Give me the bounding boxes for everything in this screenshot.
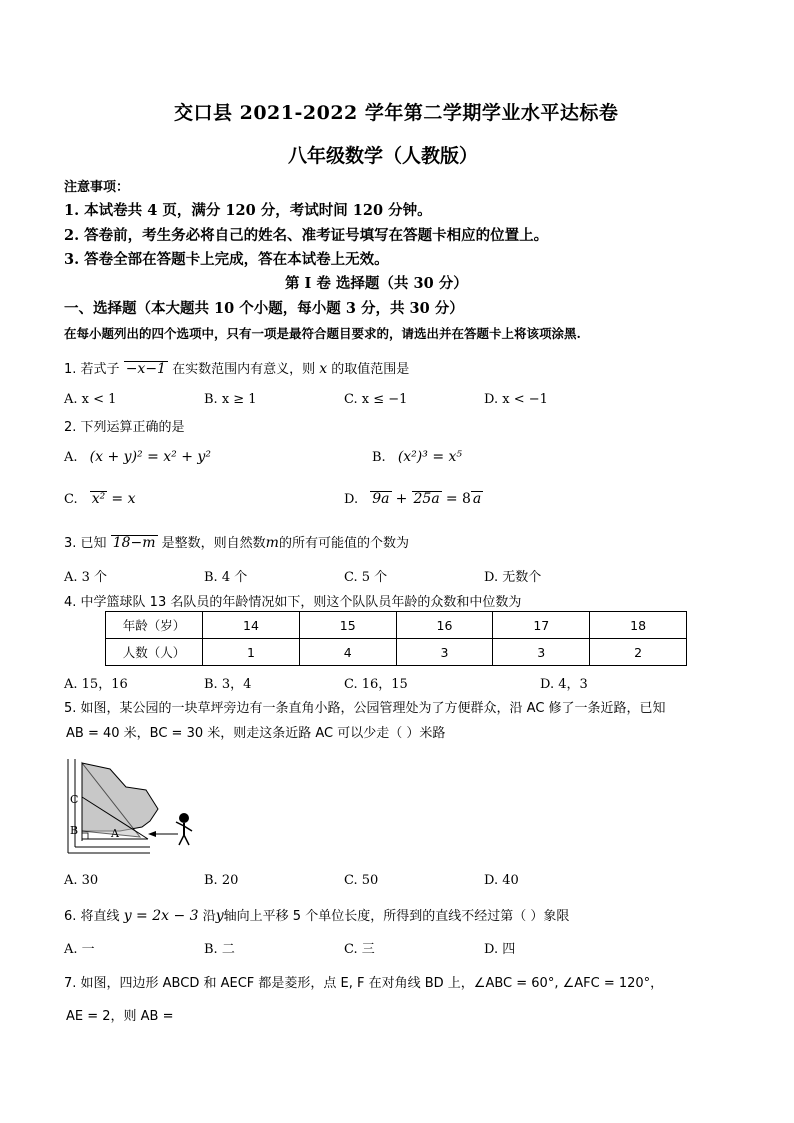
q4-option-c: C. 16，15 <box>344 677 408 692</box>
q1-option-b: B. x ≥ 1 <box>204 392 257 407</box>
table-cell: 2 <box>590 639 687 666</box>
question-6-stem <box>64 905 569 924</box>
table-cell: 人数（人） <box>106 639 203 666</box>
q2-c-label: C. <box>64 492 78 507</box>
q3-option-a: A. 3 个 <box>64 570 108 585</box>
q2-b-label: B. <box>372 450 386 465</box>
table-cell: 4 <box>299 639 396 666</box>
q5-option-d: D. 40 <box>484 873 519 888</box>
table-row <box>106 639 687 666</box>
table-cell: 16 <box>396 612 493 639</box>
q5-option-a: A. 30 <box>64 873 99 888</box>
q2-d-radicand-1: 9a <box>372 491 390 507</box>
q3-text-post2: 的所有可能值的个数为 <box>278 536 409 551</box>
q1-option-c: C. x ≤ −1 <box>344 392 408 407</box>
table-cell: 1 <box>203 639 300 666</box>
q1-var: x <box>319 361 328 377</box>
q3-radical <box>111 535 158 551</box>
q6-text-post: 轴向上平移 5 个单位长度，所得到的直线不经过第（ ）象限 <box>223 909 570 924</box>
section-instruction: 在每小题列出的四个选项中，只有一项是最符合题目要求的，请选出并在答题卡上将该项涂黑. <box>64 326 581 341</box>
table-cell: 15 <box>299 612 396 639</box>
q2-d-radicand-2: 25a <box>413 491 440 507</box>
question-5-line-1: 5. 如图，某公园的一块草坪旁边有一条直角小路，公园管理处为了方便群众，沿 AC 修了一条近路，已知 <box>64 701 666 716</box>
q2-d-plus: + <box>395 491 408 507</box>
table-cell: 14 <box>203 612 300 639</box>
question-7-line-2: AE = 2，则 AB = <box>66 1009 174 1024</box>
question-1-stem <box>64 358 409 377</box>
q3-text-pre: 3. 已知 <box>64 536 107 551</box>
q2-a-expr: (x + y)² = x² + y² <box>89 449 211 465</box>
q6-option-b: B. 二 <box>204 942 235 957</box>
q5-option-b: B. 20 <box>204 873 239 888</box>
q2-option-a <box>64 449 211 465</box>
q3-option-c: C. 5 个 <box>344 570 388 585</box>
q2-c-radicand: x² <box>91 491 106 507</box>
q2-d-radical-3 <box>471 491 483 507</box>
question-2-stem: 2. 下列运算正确的是 <box>64 420 185 435</box>
question-7-line-1: 7. 如图，四边形 ABCD 和 AECF 都是菱形，点 E, F 在对角线 BD 上，∠ABC = 60°, ∠AFC = 120°， <box>64 976 664 991</box>
age-table <box>105 611 687 666</box>
q1-radical <box>124 361 168 377</box>
q3-radicand: 18−m <box>112 535 156 551</box>
exam-title: 交口县 2021-2022 学年第二学期学业水平达标卷 <box>174 102 619 124</box>
q1-option-d: D. x < −1 <box>484 392 548 407</box>
q6-equation: y = 2x − 3 <box>123 908 199 924</box>
q5-option-c: C. 50 <box>344 873 379 888</box>
note-item: 1. 本试卷共 4 页，满分 120 分，考试时间 120 分钟。 <box>64 202 432 219</box>
q2-d-eq: = 8 <box>445 491 471 507</box>
table-cell: 年龄（岁） <box>106 612 203 639</box>
q1-text-post: 的取值范围是 <box>331 362 410 377</box>
q6-option-c: C. 三 <box>344 942 375 957</box>
q4-option-a: A. 15，16 <box>64 677 128 692</box>
park-path-figure <box>60 755 210 855</box>
table-cell: 17 <box>493 612 590 639</box>
notes-heading: 注意事项： <box>64 180 130 195</box>
q2-b-expr: (x²)³ = x⁵ <box>397 449 463 465</box>
q6-option-d: D. 四 <box>484 942 516 957</box>
question-4-stem: 4. 中学篮球队 13 名队员的年龄情况如下，则这个队队员年龄的众数和中位数为 <box>64 595 522 610</box>
q3-option-d: D. 无数个 <box>484 570 542 585</box>
figure-label-b: B <box>70 824 79 837</box>
question-5-line-2: AB = 40 米，BC = 30 米，则走这条近路 AC 可以少走（ ）米路 <box>66 726 446 741</box>
exam-subtitle: 八年级数学（人教版） <box>288 145 479 167</box>
note-item: 3. 答卷全部在答题卡上完成，答在本试卷上无效。 <box>64 251 389 268</box>
q3-var: m <box>265 535 279 551</box>
q6-text-mid: 沿 <box>202 909 216 924</box>
q2-option-d <box>344 491 483 507</box>
q6-option-a: A. 一 <box>64 942 95 957</box>
q6-text-pre: 6. 将直线 <box>64 909 120 924</box>
figure-label-a: A <box>111 827 119 840</box>
q1-option-a: A. x < 1 <box>64 392 117 407</box>
q3-option-b: B. 4 个 <box>204 570 248 585</box>
q1-radicand: −x−1 <box>125 361 166 377</box>
q2-d-radicand-3: a <box>472 491 482 507</box>
table-cell: 18 <box>590 612 687 639</box>
section-heading: 一、选择题（本大题共 10 个小题，每小题 3 分，共 30 分） <box>64 300 464 317</box>
table-row <box>106 612 687 639</box>
q1-text-mid: 在实数范围内有意义，则 <box>172 362 316 377</box>
q2-d-radical-2 <box>412 491 442 507</box>
q2-d-label: D. <box>344 492 359 507</box>
q1-text-pre: 1. 若式子 <box>64 362 120 377</box>
q6-axis: y <box>215 908 224 924</box>
q2-option-b <box>372 449 462 465</box>
q3-text-post: 是整数，则自然数 <box>161 536 266 551</box>
q4-option-b: B. 3，4 <box>204 677 252 692</box>
q4-option-d: D. 4，3 <box>540 677 588 692</box>
q2-d-radical-1 <box>370 491 391 507</box>
part1-heading: 第 I 卷 选择题（共 30 分） <box>285 275 468 292</box>
note-item: 2. 答卷前，考生务必将自己的姓名、准考证号填写在答题卡相应的位置上。 <box>64 227 549 244</box>
q2-option-c <box>64 491 136 507</box>
q2-a-label: A. <box>64 450 78 465</box>
figure-label-c: C <box>70 793 79 806</box>
q2-c-rest: = x <box>111 491 136 507</box>
question-3-stem <box>64 532 409 551</box>
q2-c-radical <box>90 491 108 507</box>
table-cell: 3 <box>493 639 590 666</box>
table-cell: 3 <box>396 639 493 666</box>
